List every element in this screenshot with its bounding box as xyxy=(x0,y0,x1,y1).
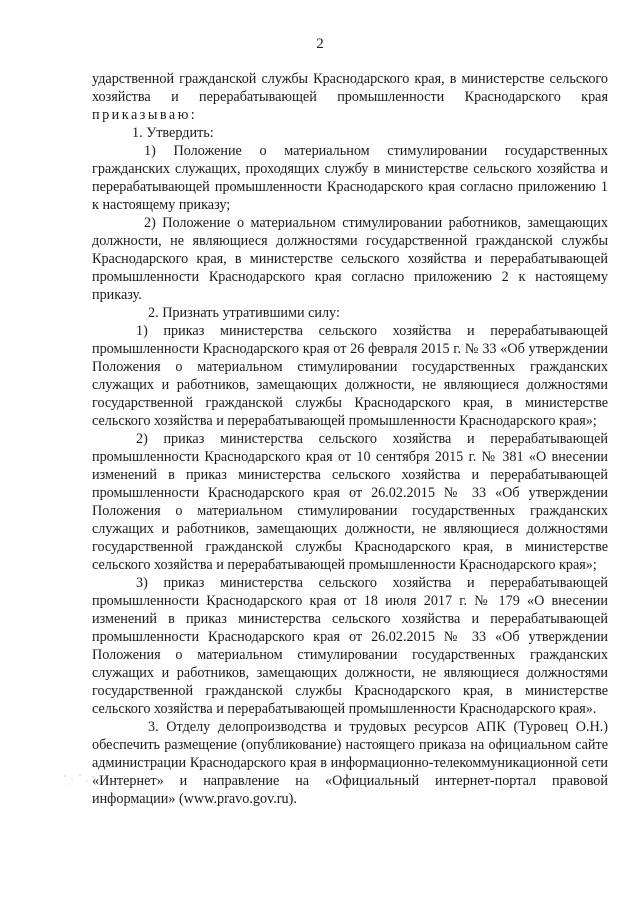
item-1-heading: 1. Утвердить: xyxy=(132,125,214,141)
order-word: приказываю: xyxy=(92,107,198,123)
item-1-2: 2) Положение о материальном стимулировании работников, замещающих должности, не являющиеся должностями государственной гражданской службы Краснодарского края, в министерстве сельского хозяйства и перерабатывающей промышленности Краснодарского края согласно приложению 2 к настоящему приказу. xyxy=(92,215,608,303)
item-3: 3. Отделу делопроизводства и трудовых ресурсов АПК (Туровец О.Н.) обеспечить размещение (опубликование) настоящего приказа на официальном сайте администрации Краснодарского края в информационно-телекоммуникационной сети «Интернет» и направление на «Официальный интернет-портал правовой информации» (www.pravo.gov.ru). xyxy=(92,719,608,807)
document-body xyxy=(92,70,608,808)
item-2-heading: 2. Признать утратившими силу: xyxy=(148,305,340,321)
item-1-1: 1) Положение о материальном стимулировании государственных гражданских служащих, проходящих службу в министерстве сельского хозяйства и перерабатывающей промышленности Краснодарского края согласно приложению 1 к настоящему приказу; xyxy=(92,143,608,213)
page-number: 2 xyxy=(316,36,324,52)
scan-noise-mark xyxy=(60,770,100,790)
item-2-2: 2) приказ министерства сельского хозяйства и перерабатывающей промышленности Краснодарского края от 10 сентября 2015 г. № 381 «О внесении изменений в приказ министерства сельского хозяйства и перерабатывающей промышленности Краснодарского края от 26.02.2015 № 33 «Об утверждении Положения о материальном стимулировании государственных гражданских служащих и работников, замещающих должности, не являющиеся должностями государственной гражданской службы Краснодарского края, в министерстве сельского хозяйства и перерабатывающей промышленности Краснодарского края»; xyxy=(92,431,608,573)
item-2-3: 3) приказ министерства сельского хозяйства и перерабатывающей промышленности Краснодарского края от 18 июля 2017 г. № 179 «О внесении изменений в приказ министерства сельского хозяйства и перерабатывающей промышленности Краснодарского края от 26.02.2015 № 33 «Об утверждении Положения о материальном стимулировании государственных гражданских служащих и работников, замещающих должности, не являющиеся должностями государственной гражданской службы Краснодарского края, в министерстве сельского хозяйства и перерабатывающей промышленности Краснодарского края». xyxy=(92,575,608,717)
intro-text: ударственной гражданской службы Краснодарского края, в министерстве сельского хозяйства и перерабатывающей промышленности Краснодарского края xyxy=(92,71,608,105)
intro-paragraph xyxy=(92,70,608,124)
item-2-1: 1) приказ министерства сельского хозяйства и перерабатывающей промышленности Краснодарского края от 26 февраля 2015 г. № 33 «Об утверждении Положения о материальном стимулировании государственных гражданских служащих и работников, замещающих должности, не являющиеся должностями государственной гражданской службы Краснодарского края, в министерстве сельского хозяйства и перерабатывающей промышленности Краснодарского края»; xyxy=(92,323,608,429)
